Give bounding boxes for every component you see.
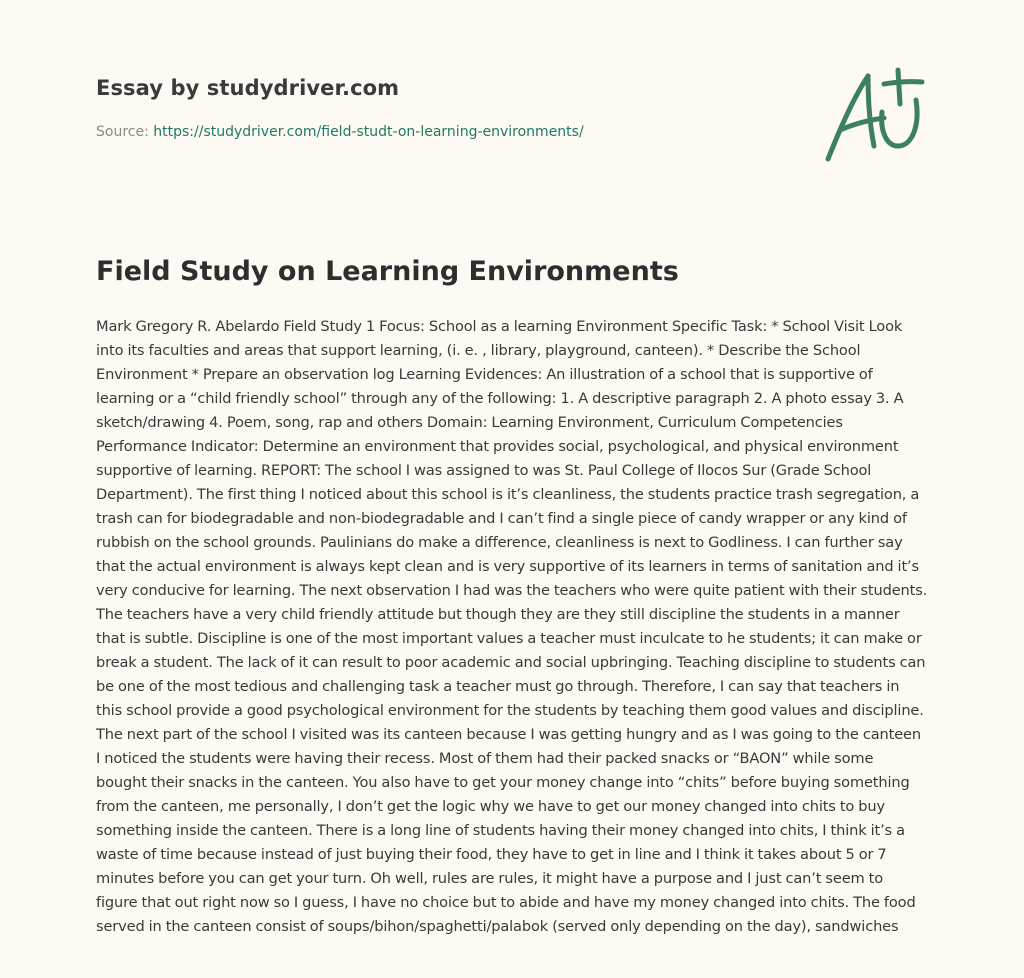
a-plus-logo-icon — [818, 64, 930, 168]
article-body: Mark Gregory R. Abelardo Field Study 1 Focus: School as a learning Environment Specific Task: * School Visit Look into its faculties and areas that support learning, (i. e. , library, playground, canteen). * Describe the School Environment * Prepare an observation log Learning Evidences: An illustration of a school that is supportive of learning or a “child friendly school” through any of the following: 1. A descriptive paragraph 2. A photo essay 3. A sketch/drawing 4. Poem, song, rap and others Domain: Learning Environment, Curriculum Competencies Performance Indicator: Determine an environment that provides social, psychological, and physical environment supportive of learning. REPORT: The school I was assigned to was St. Paul College of Ilocos Sur (Grade School Department). The first thing I noticed about this school is it’s cleanliness, the students practice trash segregation, a trash can for biodegradable and non-biodegradable and I can’t find a single piece of candy wrapper or any kind of rubbish on the school grounds. Paulinians do make a difference, cleanliness is next to Godliness. I can further say that the actual environment is always kept clean and is very supportive of its learners in terms of sanitation and it’s very conducive for learning. The next observation I had was the teachers who were quite patient with their students. The teachers have a very child friendly attitude but though they are they still discipline the students in a manner that is subtle. Discipline is one of the most important values a teacher must inculcate to he students; it can make or break a student. The lack of it can result to poor academic and social upbringing. Teaching discipline to students can be one of the most tedious and challenging task a teacher must go through. Therefore, I can say that teachers in this school provide a good psychological environment for the students by teaching them good values and discipline. The next part of the school I visited was its canteen because I was getting hungry and as I was going to the canteen I noticed the students were having their recess. Most of them had their packed snacks or “BAON” while some bought their snacks in the canteen. You also have to get your money change into “chits” before buying something from the canteen, me personally, I don’t get the logic why we have to get our money changed into chits to buy something inside the canteen. There is a long line of students having their money changed into chits, I think it’s a waste of time because instead of just buying their food, they have to get in line and I think it takes about 5 or 7 minutes before you can get your turn. Oh well, rules are rules, it might have a purpose and I just can’t seem to figure that out right now so I guess, I have no choice but to abide and have my money changed into chits. The food served in the canteen consist of soups/bihon/spaghetti/palabok (served only depending on the day), sandwiches — [96, 318, 928, 935]
article-title: Field Study on Learning Environments — [96, 256, 679, 287]
source-line — [96, 124, 816, 140]
page-header — [96, 76, 816, 140]
source-label: Source: — [96, 124, 154, 140]
source-link[interactable]: https://studydriver.com/field-studt-on-learning-environments/ — [153, 124, 584, 140]
site-brand: Essay by studydriver.com — [96, 76, 400, 100]
